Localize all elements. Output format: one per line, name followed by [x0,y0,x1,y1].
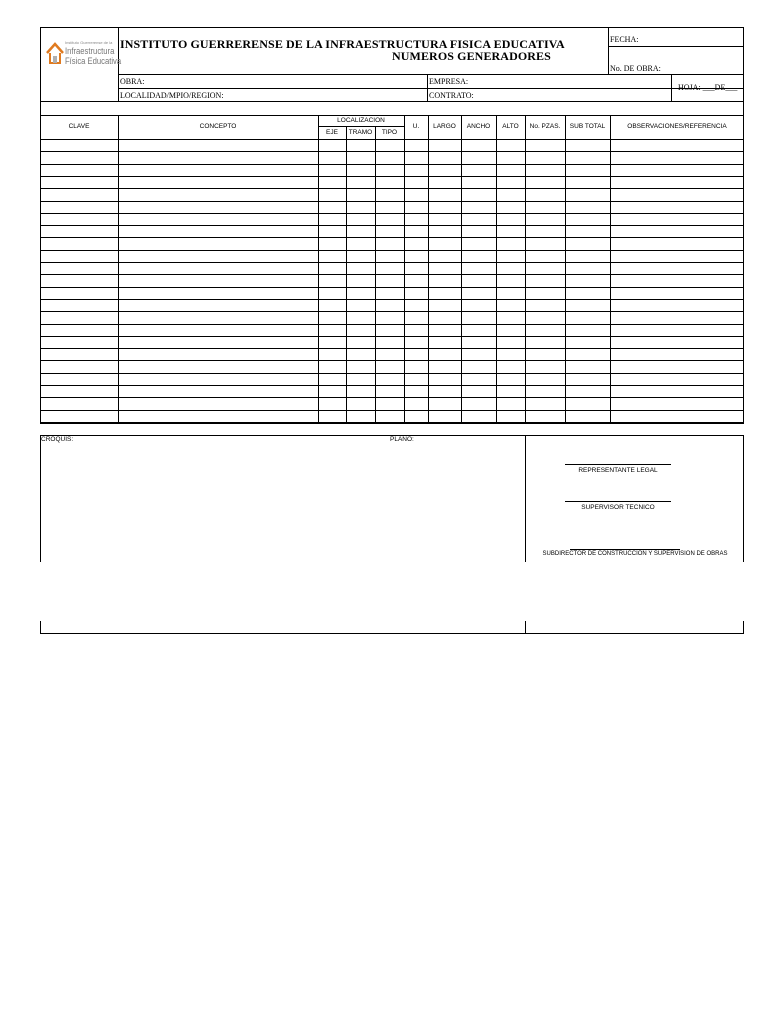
col-tramo: TRAMO [348,129,373,136]
col-localizacion: LOCALIZACION [337,117,385,124]
table-row [40,151,744,152]
bottom-section [40,435,744,635]
table-row [40,410,744,411]
logo-small-text: Instituto Guerrerense de la [65,40,113,45]
table-row [40,311,744,312]
table-row [40,360,744,361]
blank-strip [40,101,744,116]
col-observaciones: OBSERVACIONES/REFERENCIA [627,123,727,130]
col-ancho: ANCHO [466,123,491,130]
table-row [40,188,744,189]
table-row [40,385,744,386]
col-concepto: CONCEPTO [199,123,237,130]
table-row [40,324,744,325]
contrato-label: CONTRATO: [429,91,474,100]
col-tipo: TIPO [381,129,398,136]
table-row [40,397,744,398]
col-u: U. [412,123,420,130]
house-logo-icon [45,41,65,67]
table-row [40,250,744,251]
col-eje: EJE [326,129,338,136]
header-block [40,27,744,102]
generators-table [40,115,744,425]
col-sub-total: SUB TOTAL [569,123,606,130]
table-row [40,348,744,349]
form-title: INSTITUTO GUERRERENSE DE LA INFRAESTRUCTURA FISICA EDUCATIVA [120,37,565,51]
table-row [40,225,744,226]
table-row [40,336,744,337]
hoja-label: HOJA: ___DE___ [678,83,738,92]
croquis-label: CROQUIS: [41,436,74,443]
no-obra-label: No. DE OBRA: [610,64,661,73]
col-no-pzas: No. PZAS. [529,123,561,130]
table-row [40,176,744,177]
form-subtitle: NUMEROS GENERADORES [392,49,551,63]
empresa-label: EMPRESA: [429,77,469,86]
table-row [40,422,744,423]
col-largo: LARGO [433,123,456,130]
table-row [40,287,744,288]
table-row [40,373,744,374]
fecha-label: FECHA: [610,35,639,44]
representante-label: REPRESENTANTE LEGAL [578,467,658,474]
table-row [40,213,744,214]
obra-label: OBRA: [120,77,145,86]
plano-label: PLANO: [390,436,414,443]
table-row [40,237,744,238]
table-row [40,164,744,165]
table-row [40,299,744,300]
table-row [40,201,744,202]
logo-line2: Física Educativa [65,56,122,66]
subdirector-label: SUBDIRECTOR DE CONSTRUCCION Y SUPERVISION DE OBRAS [542,551,728,557]
institute-logo [43,37,122,73]
localidad-label: LOCALIDAD/MPIO/REGION: [120,91,224,100]
col-alto: ALTO [502,123,519,130]
table-row [40,262,744,263]
table-row [40,274,744,275]
logo-line1: Infraestructura [65,46,115,56]
col-clave: CLAVE [68,123,90,130]
supervisor-label: SUPERVISOR TECNICO [581,504,655,511]
